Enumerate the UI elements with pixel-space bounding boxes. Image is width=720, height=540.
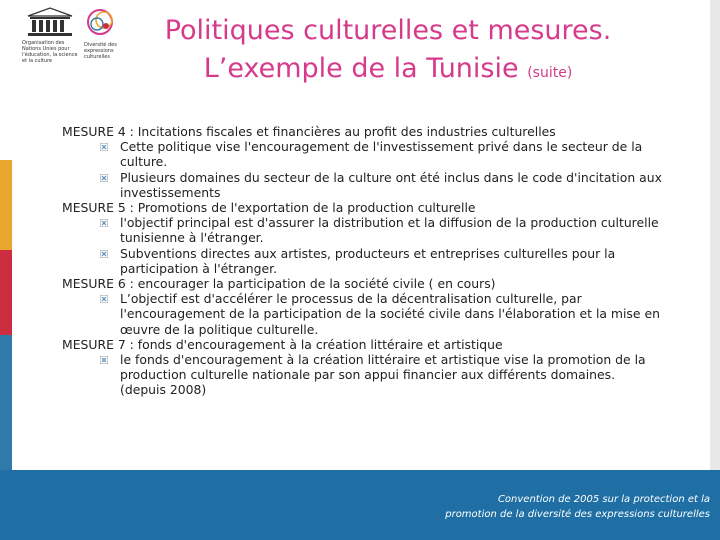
bullet-text: le fonds d'encouragement à la création littéraire et artistique vise la promotion de la production culturelle nationale par son appui financier aux différents domaines. (depuis 2008) [120, 352, 646, 398]
list-item [62, 246, 662, 276]
convention-logo-icon [82, 6, 122, 36]
bullet-icon [100, 356, 108, 364]
footer-text [445, 492, 710, 522]
bullet-text: L’objectif est d'accélérer le processus de la décentralisation culturelle, par l'encouragement de la participation de la société civile dans l'élaboration et la mise en œuvre de la politique culturelle. [120, 291, 660, 337]
unesco-logo-text: Organisation des Nations Unies pour l'éducation, la science et la culture [22, 40, 78, 64]
bullet-icon [100, 295, 108, 303]
title-line-2 [128, 50, 648, 92]
convention-logo-text: Diversité des expressions culturelles [84, 42, 117, 60]
measure-heading: MESURE 4 : Incitations fiscales et financières au profit des industries culturelles [62, 124, 556, 139]
list-item [62, 352, 662, 398]
title-line-1: Politiques culturelles et mesures. [164, 15, 612, 46]
bullet-text: Subventions directes aux artistes, producteurs et entreprises culturelles pour la participation à l'étranger. [120, 245, 616, 276]
list-item [62, 139, 662, 169]
measure-heading: MESURE 5 : Promotions de l'exportation de la production culturelle [62, 200, 476, 216]
slide-title [128, 12, 648, 92]
bullet-text: Cette politique vise l'encouragement de l'investissement privé dans le secteur de la culture. [120, 139, 643, 170]
bullet-icon [100, 174, 108, 182]
list-item [62, 215, 662, 245]
measure-heading: MESURE 6 : encourager la participation de la société civile ( en cours) [62, 276, 496, 292]
stripe-blue [0, 335, 12, 470]
bullet-icon [100, 143, 108, 151]
list-item [62, 291, 662, 337]
title-line-2-text: L’exemple de la Tunisie [203, 53, 519, 84]
stripe-orange [0, 160, 12, 250]
stripe-white [0, 0, 12, 160]
measure-heading: MESURE 7 : fonds d'encouragement à la création littéraire et artistique [62, 336, 503, 352]
list-item [62, 170, 662, 200]
footer-line-1: Convention de 2005 sur la protection et la [497, 494, 710, 505]
slide-body [62, 124, 662, 398]
stripe-red [0, 250, 12, 335]
bullet-icon [100, 219, 108, 227]
bullet-icon [100, 250, 108, 258]
footer-line-2: promotion de la diversité des expressions culturelles [445, 509, 710, 520]
title-suite: (suite) [527, 65, 573, 81]
bullet-text: l'objectif principal est d'assurer la distribution et la diffusion de la production culturelle tunisienne à l'étranger. [120, 215, 659, 246]
bullet-text: Plusieurs domaines du secteur de la culture ont été inclus dans le code d'incitation aux investissements [120, 169, 662, 200]
